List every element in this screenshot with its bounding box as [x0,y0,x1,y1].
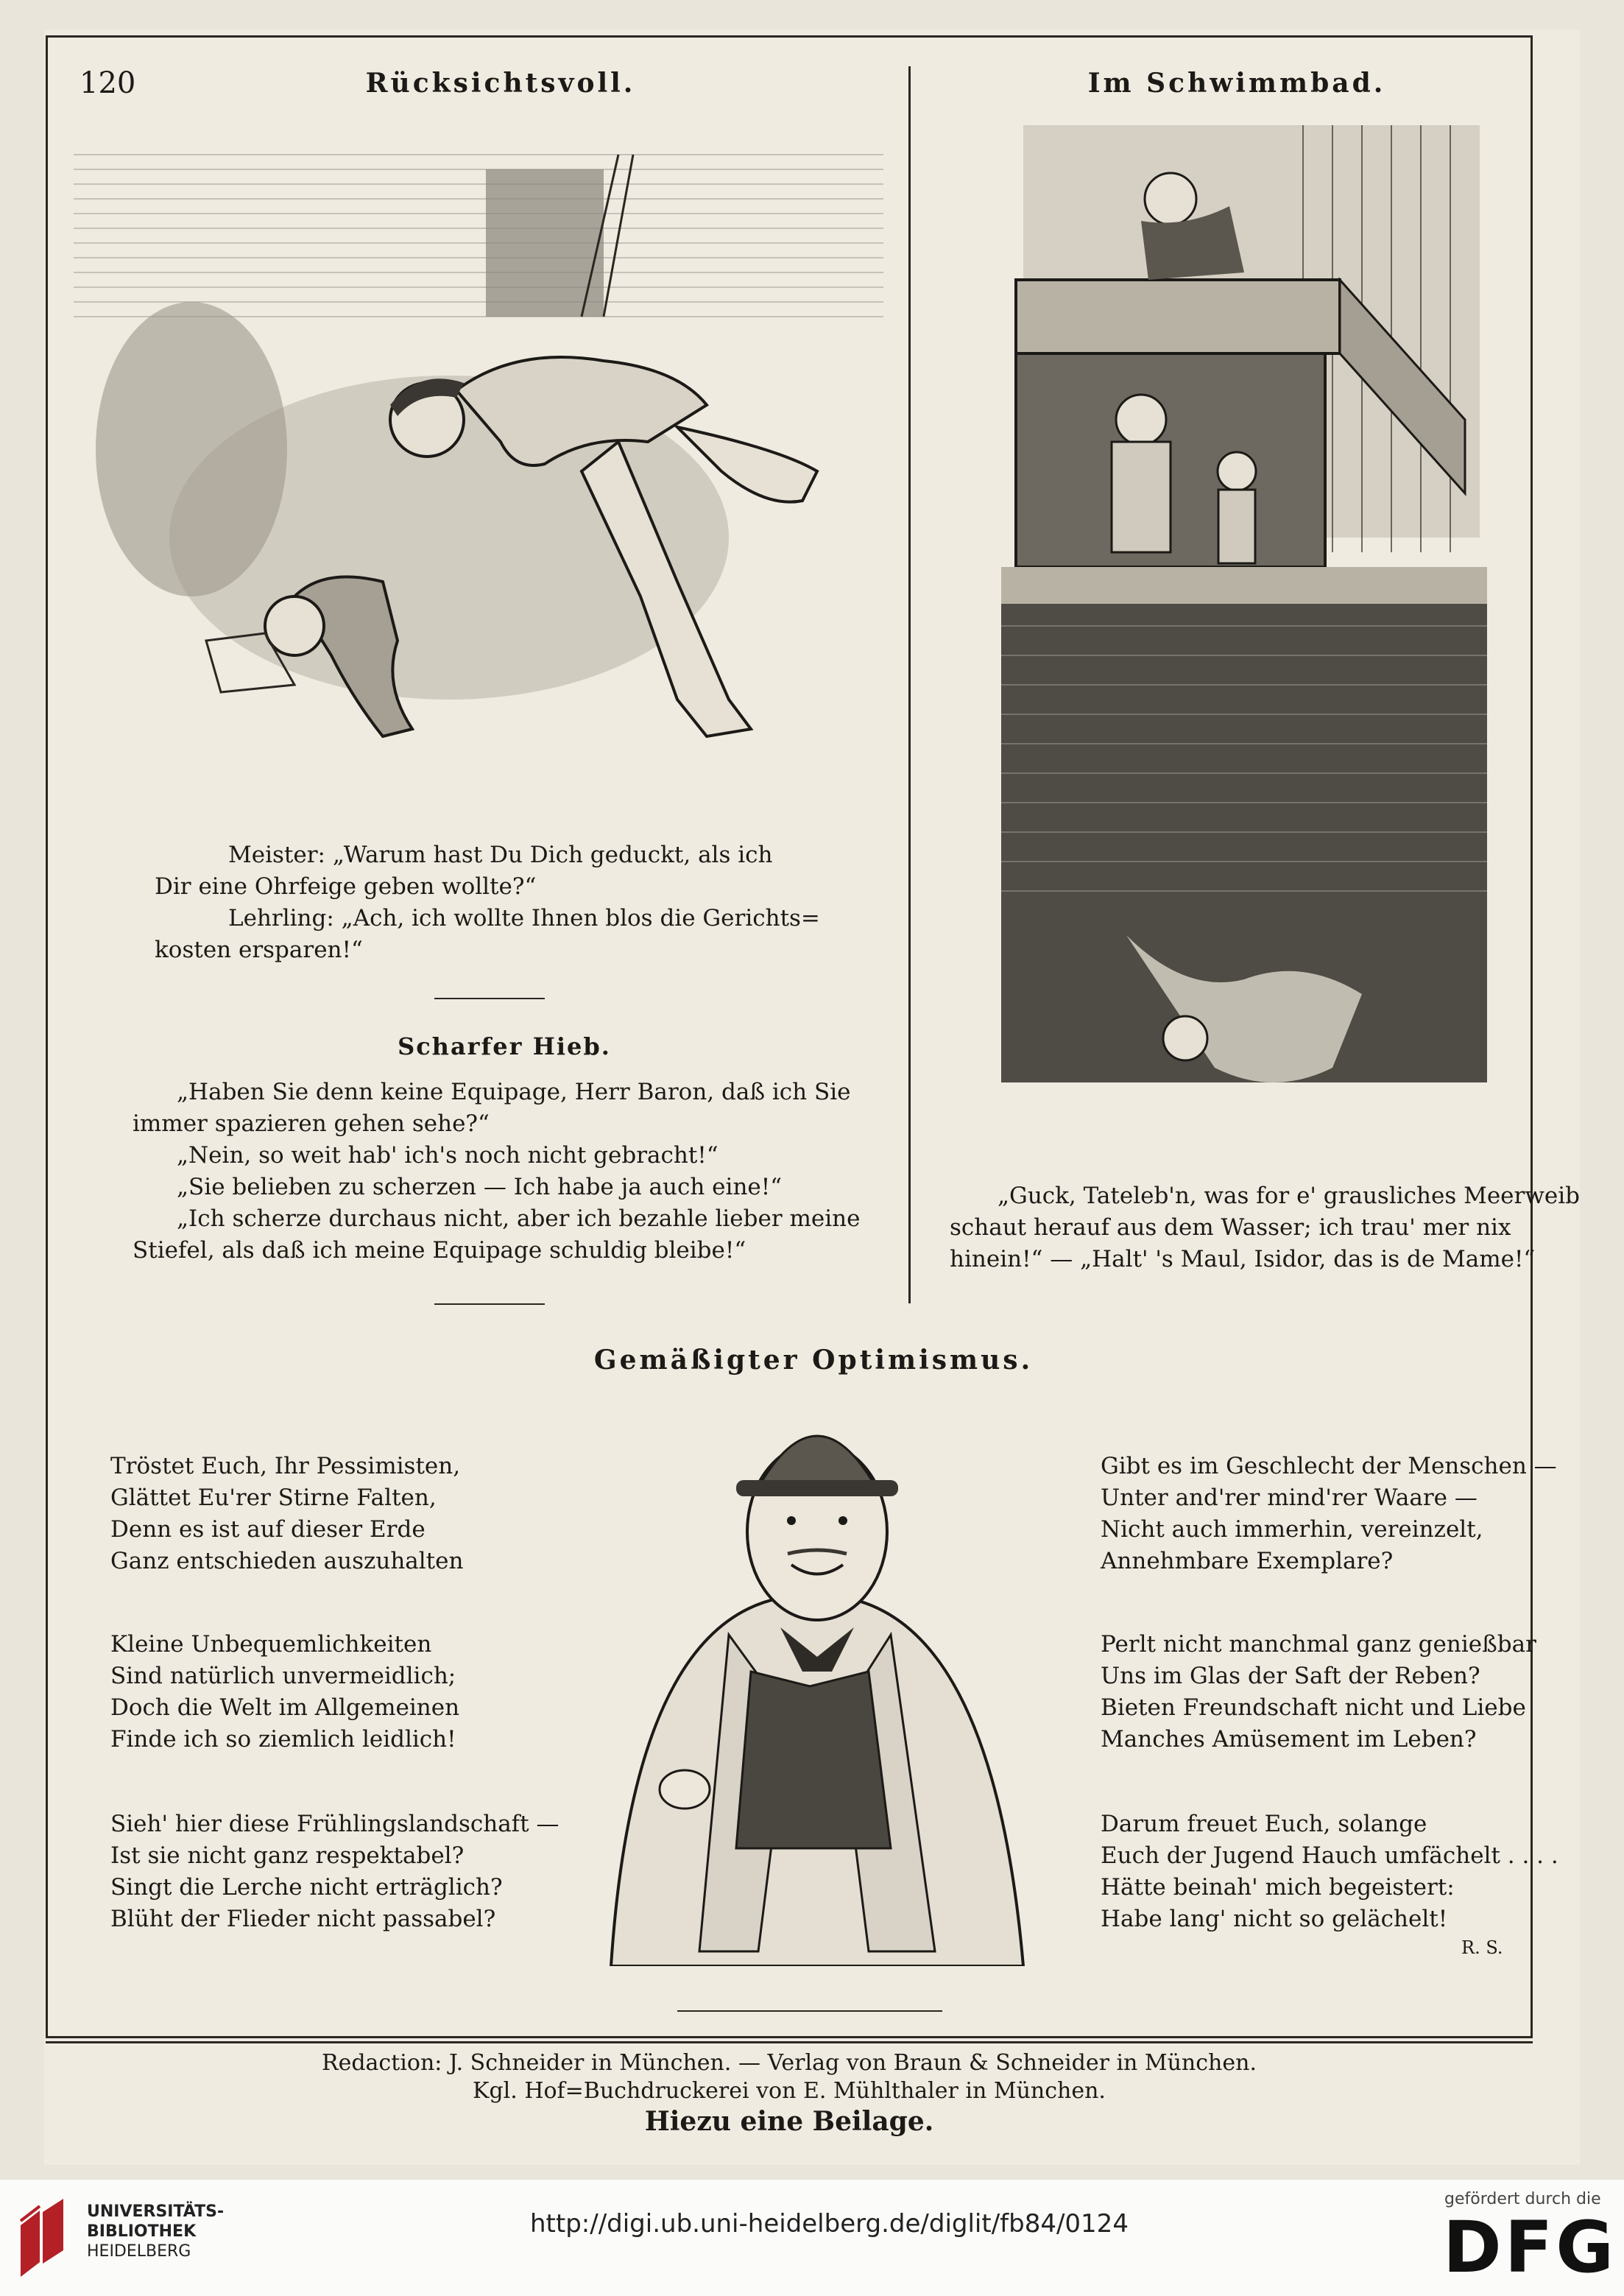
right-caption-line-2: schaut herauf aus dem Wasser; ich trau' mer nix [950,1214,1511,1241]
illustration-master-apprentice [74,125,898,788]
left-caption-line-2: Dir eine Ohrfeige geben wollte?“ [155,873,537,900]
poem-line: Bieten Freundschaft nicht und Liebe [1101,1694,1526,1721]
poem-line: Sind natürlich unvermeidlich; [110,1663,456,1689]
poem-line: Kleine Unbequemlichkeiten [110,1631,432,1658]
library-name-line-3: HEIDELBERG [87,2242,191,2261]
poem-line: Ist sie nicht ganz respektabel? [110,1842,465,1869]
left-story-title: Rücksichtsvoll. [365,68,636,99]
library-logo-icon [18,2196,66,2280]
right-story-title: Im Schwimmbad. [1087,68,1386,99]
left-caption-line-4: kosten ersparen!“ [155,937,363,963]
poem-line: Denn es ist auf dieser Erde [110,1516,426,1543]
column-divider [908,66,911,1303]
left-caption-line-1: Meister: „Warum hast Du Dich geduckt, als ich [228,842,773,868]
poem-line: Unter and'rer mind'rer Waare — [1101,1485,1478,1511]
middle-text-line-4: „Sie belieben zu scherzen — Ich habe ja auch eine!“ [177,1174,783,1200]
poem-line: Blüht der Flieder nicht passabel? [110,1906,496,1932]
poem-line: Habe lang' nicht so gelächelt! [1101,1906,1448,1932]
poem-signature: R. S. [1461,1937,1503,1958]
imprint-divider [46,2041,1533,2043]
poem-line: Gibt es im Geschlecht der Menschen — [1101,1453,1557,1479]
section-rule [677,2010,942,2012]
middle-text-line-3: „Nein, so weit hab' ich's noch nicht gebracht!“ [177,1142,719,1169]
section-rule [434,998,545,999]
poem-line: Euch der Jugend Hauch umfächelt . . . . [1101,1842,1558,1869]
middle-text-line-6: Stiefel, als daß ich meine Equipage schuldig bleibe!“ [133,1237,746,1264]
poem-line: Finde ich so ziemlich leidlich! [110,1726,456,1753]
imprint-line-3: Hiezu eine Beilage. [644,2106,934,2137]
right-caption-line-3: hinein!“ — „Halt' 's Maul, Isidor, das is de Mame!“ [950,1246,1536,1272]
poem-line: Hätte beinah' mich begeistert: [1101,1874,1455,1901]
poem-line: Annehmbare Exemplare? [1101,1548,1394,1574]
poem-line: Tröstet Euch, Ihr Pessimisten, [110,1453,461,1479]
library-name-line-1: UNIVERSITÄTS- [87,2202,225,2221]
permalink-url[interactable]: http://digi.ub.uni-heidelberg.de/diglit/fb84/0124 [530,2209,1129,2239]
dfg-logo: DFG [1443,2206,1617,2289]
poem-line: Uns im Glas der Saft der Reben? [1101,1663,1480,1689]
poem-line: Manches Amüsement im Leben? [1101,1726,1477,1753]
middle-text-line-1: „Haben Sie denn keine Equipage, Herr Baron, daß ich Sie [177,1079,851,1105]
middle-text-line-2: immer spazieren gehen sehe?“ [133,1110,490,1137]
middle-text-line-5: „Ich scherze durchaus nicht, aber ich bezahle lieber meine [177,1205,861,1232]
illustration-optimist-portrait [567,1392,1053,1966]
poem-line: Doch die Welt im Allgemeinen [110,1694,460,1721]
poem-line: Glättet Eu'rer Stirne Falten, [110,1485,437,1511]
illustration-swimming-bath [994,110,1494,1171]
funded-by-label: gefördert durch die [1444,2190,1601,2208]
poem-line: Nicht auch immerhin, vereinzelt, [1101,1516,1483,1543]
right-caption-line-1: „Guck, Tateleb'n, was for e' grausliches Meerweib [998,1183,1580,1209]
middle-story-title: Scharfer Hieb. [398,1032,611,1060]
poem-line: Ganz entschieden auszuhalten [110,1548,464,1574]
imprint-line-1: Redaction: J. Schneider in München. — Verlag von Braun & Schneider in München. [322,2050,1257,2076]
poem-line: Darum freuet Euch, solange [1101,1811,1427,1837]
section-rule [434,1303,545,1305]
poem-line: Singt die Lerche nicht erträglich? [110,1874,503,1901]
poem-line: Perlt nicht manchmal ganz genießbar [1101,1631,1536,1658]
poem-line: Sieh' hier diese Frühlingslandschaft — [110,1811,559,1837]
imprint-line-2: Kgl. Hof=Buchdruckerei von E. Mühlthaler in München. [473,2078,1106,2104]
library-name-line-2: BIBLIOTHEK [87,2222,197,2241]
left-caption-line-3: Lehrling: „Ach, ich wollte Ihnen blos die Gerichts= [228,905,820,932]
poem-title: Gemäßigter Optimismus. [593,1345,1034,1376]
page-number: 120 [80,66,136,100]
